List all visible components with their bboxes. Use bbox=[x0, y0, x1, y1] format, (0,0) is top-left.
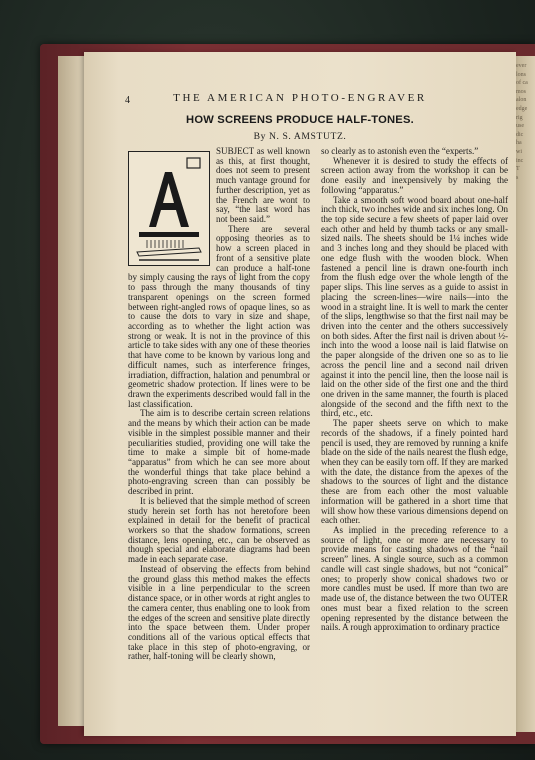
paragraph: SUBJECT as well known as this, at first thought, does not seem to present much vantage ground for further description, yet as the French are wont to say, “the last word has not been said.” bbox=[216, 146, 310, 225]
paragraph: Instead of observing the effects from behind the ground glass this method makes the effects visible in a line perpendicular to the screen distance space, or in other words at right angles to the camera center, thus enabling one to look from the edges of the screen and sensitive plate directly into the space between them. Under proper conditions all of the various optical effects that take place in this step of photo-engraving, or rather, half-toning will be clearly shown, bbox=[128, 563, 310, 662]
next-page-line: inc bbox=[516, 157, 524, 164]
right-column bbox=[321, 147, 508, 633]
book-page bbox=[84, 52, 516, 736]
next-page-text bbox=[513, 56, 535, 182]
next-page-line: edge bbox=[516, 105, 528, 112]
next-page-line: rig bbox=[516, 114, 523, 121]
next-page-line: alon bbox=[516, 97, 527, 104]
left-column bbox=[128, 147, 310, 662]
next-page-line: dic bbox=[516, 131, 524, 138]
paragraph: The paper sheets serve on which to make records of the shadows, if a finely pointed hard pencil is used, they are removed by running a knife blade on the side of the nails nearest the flush edge, when they can be easily torn off. If they are marked with the date, the distance from the apexes of the shadows to the sources of light and the distance these are from each other the most valuable information will be gathered in a short time that will show how these various dimensions depend on each other. bbox=[321, 418, 508, 526]
paragraph: Take a smooth soft wood board about one-half inch thick, two inches wide and six inches long. On the top side secure a few sheets of paper laid over each other and held by thumb tacks or any small-sized nails. The sheets should be 1¼ inches wide and 3 inches long and they should be placed with one edge flush with the wooden block. When fastened a pencil line is drawn one-fourth inch from the flush edge over the whole length of the paper slips. This line serves as a guide to assist in placing the screen-lines—wire nails—into the wood in a straight line. It is well to mark the center of the slips, lengthwise so that the first nail may be driven into the center and the others successively on both sides. After the first nail is driven about ½-inch into the wood a loose nail is laid flatwise on the paper alongside of the driven one so as to lie across the pencil line and a second nail driven against it into the pencil line, then the loose nail is laid on the other side of the first one and the third one driven in the same manner, the fourth is placed alongside of the second and the fifth next to the third, etc., etc. bbox=[321, 194, 508, 419]
next-page-line: lons bbox=[516, 71, 527, 78]
next-page-line: wi bbox=[516, 148, 522, 155]
next-page-line: ever bbox=[516, 63, 527, 69]
paragraph: It is believed that the simple method of screen study herein set forth has not heretofore been explained in detail for the benefit of practical workers so that the shadow formations, screen distance, lens opening, etc., can be observed as though special and elaborate diagrams had been made in each separate case. bbox=[128, 495, 310, 565]
paragraph: so clearly as to astonish even the “experts.” bbox=[321, 146, 479, 156]
next-page-line: of ca bbox=[516, 80, 528, 87]
article-title: HOW SCREENS PRODUCE HALF-TONES. bbox=[186, 114, 414, 126]
next-page-line: ha bbox=[516, 140, 522, 147]
next-page-line: s bbox=[516, 174, 519, 181]
next-page-edge bbox=[513, 56, 535, 732]
next-page-line: mos bbox=[516, 88, 527, 95]
paragraph: The aim is to describe certain screen relations and the means by which their action can be made visible in the simplest possible manner and their peculiarities studied, providing one will take the time to make a simple bit of home-made “apparatus” from which he can see more about the wonderful things that take place behind a photo-engraving screen than can possibly be described in print. bbox=[128, 408, 310, 497]
paragraph: There are several opposing theories as to how a screen placed in front of a sensitive plate can produce a half-tone by simply causing the rays of light from the copy to pass through the many thousands of tiny transparent openings on the screen formed between right-angled rows of opaque lines, so as to cause the dots to vary in size and shape, according as to whether the light action was strong or weak. It is not in the province of this article to take sides with any one of these theories that have come to be known by various long and difficult names, such as interference fringes, irradiation, diffraction, halation and penumbral or geometric shadow protection. If lines were to be drawn the experiments described would fall in the last classification. bbox=[128, 223, 310, 409]
article-byline: By N. S. AMSTUTZ. bbox=[253, 131, 347, 142]
page-number: 4 bbox=[125, 95, 130, 106]
next-page-line: T bbox=[516, 166, 520, 173]
next-page-line: use bbox=[516, 123, 524, 130]
drop-cap-illustration bbox=[128, 151, 210, 266]
paragraph: Whenever it is desired to study the effects of screen action away from the workshop it can be done easily and inexpensively by making the following “apparatus.” bbox=[321, 155, 508, 195]
paragraph: As implied in the preceding reference to a source of light, one or more are necessary to provide means for casting shadows of the “nail screen” lines. A single source, such as a common candle will cast single shadows, but not “conical” ones; to properly show conical shadows two or more candles must be used. If more than two are made use of, the distance between the two OUTER ones must bear a fixed relation to the screen opening represented by the distance between the nails. A rough approximation to ordinary practice bbox=[321, 525, 508, 633]
running-title: THE AMERICAN PHOTO-ENGRAVER bbox=[173, 92, 427, 104]
